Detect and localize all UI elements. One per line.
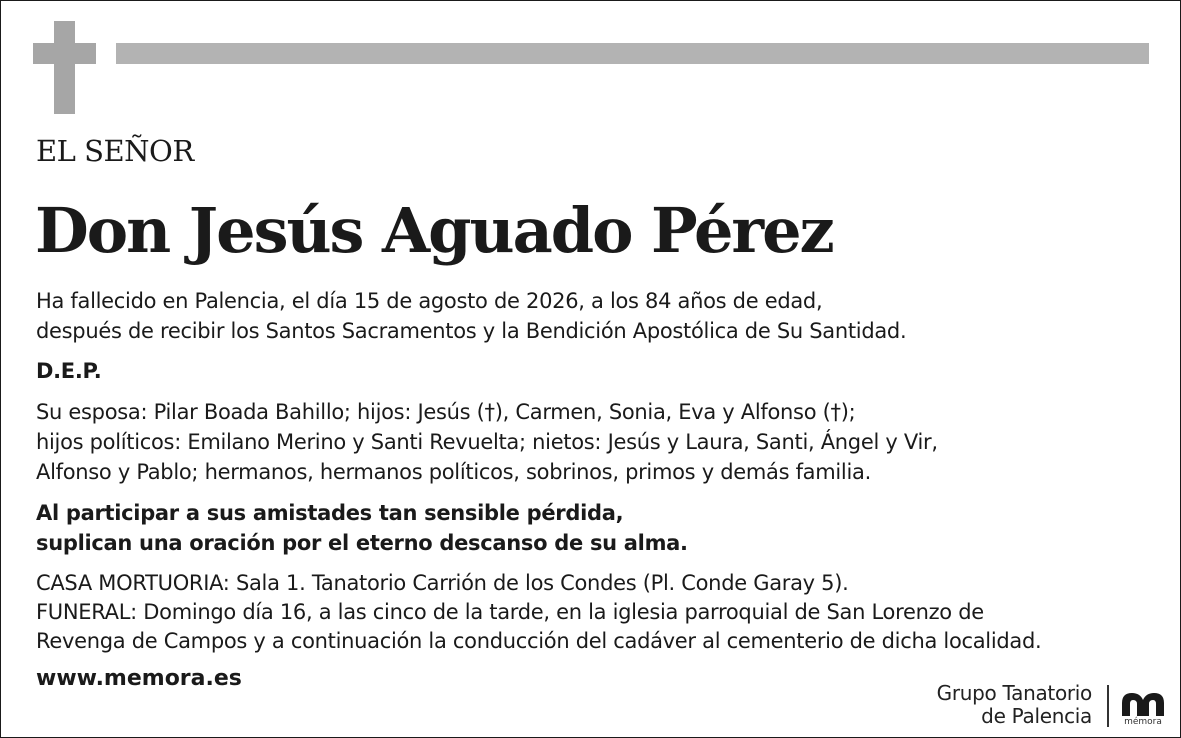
deceased-name: Don Jesús Aguado Pérez (35, 194, 833, 267)
family-line: Su esposa: Pilar Boada Bahillo; hijos: Jesús (†), Carmen, Sonia, Eva y Alfonso (†); (36, 400, 856, 424)
family-line: Alfonso y Pablo; hermanos, hermanos políticos, sobrinos, primos y demás familia. (36, 460, 871, 484)
request-line: suplican una oración por el eterno descanso de su alma. (36, 531, 688, 555)
website-link[interactable]: www.memora.es (36, 666, 242, 691)
company-line: Grupo Tanatorio (936, 681, 1092, 705)
notice-title: EL SEÑOR (36, 134, 194, 168)
company-name (937, 682, 1092, 728)
announcement-line: Ha fallecido en Palencia, el día 15 de agosto de 2026, a los 84 años de edad, (36, 289, 823, 313)
announcement-line: después de recibir los Santos Sacramentos y la Bendición Apostólica de Su Santidad. (36, 319, 907, 343)
services-line: CASA MORTUORIA: Sala 1. Tanatorio Carrión de los Condes (Pl. Conde Garay 5). (36, 571, 849, 595)
dep-label: D.E.P. (36, 359, 102, 383)
services-line: Revenga de Campos y a continuación la conducción del cadáver al cementerio de dicha localidad. (36, 629, 1042, 653)
brand-divider (1107, 685, 1109, 727)
header-bar (116, 43, 1149, 64)
logo-wordmark: mémora (1124, 717, 1162, 727)
cross-icon-arm (33, 43, 96, 64)
services-line: FUNERAL: Domingo día 16, a las cinco de la tarde, en la iglesia parroquial de San Lorenzo de (36, 600, 984, 624)
company-line: de Palencia (981, 704, 1092, 728)
cross-icon (54, 21, 75, 114)
request-line: Al participar a sus amistades tan sensible pérdida, (36, 501, 624, 525)
family-line: hijos políticos: Emilano Merino y Santi Revuelta; nietos: Jesús y Laura, Santi, Ángel y Vir, (36, 430, 938, 454)
